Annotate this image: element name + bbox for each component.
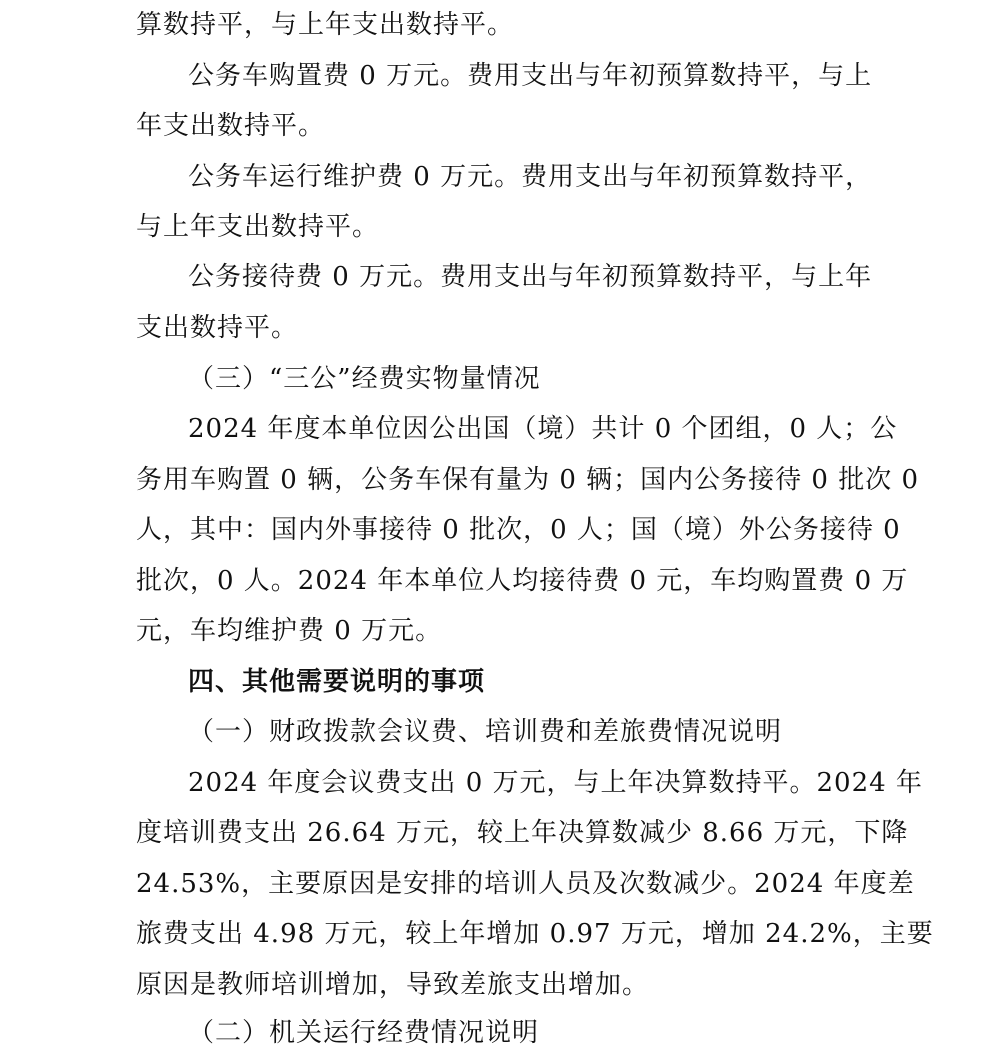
text-line: 算数持平，与上年支出数持平。 [136,10,515,40]
text-line: 2024 年度本单位因公出国（境）共计 0 个团组，0 人；公 [188,414,898,444]
section-heading: （二）机关运行经费情况说明 [188,1018,540,1048]
text-line: 公务车购置费 0 万元。费用支出与年初预算数持平，与上 [188,61,873,91]
text-line: 批次，0 人。2024 年本单位人均接待费 0 元，车均购置费 0 万 [136,566,909,596]
text-line: 年支出数持平。 [136,111,326,141]
text-line: 支出数持平。 [136,313,299,343]
text-line: 原因是教师培训增加，导致差旅支出增加。 [136,970,650,1000]
text-line: 元，车均维护费 0 万元。 [136,616,443,646]
section-heading: （三）“三公”经费实物量情况 [188,364,541,394]
text-line: 公务接待费 0 万元。费用支出与年初预算数持平，与上年 [188,262,873,292]
section-heading: （一）财政拨款会议费、培训费和差旅费情况说明 [188,717,783,747]
text-line: 度培训费支出 26.64 万元，较上年决算数减少 8.66 万元，下降 [136,818,909,848]
chapter-heading: 四、其他需要说明的事项 [188,667,486,697]
text-line: 2024 年度会议费支出 0 万元，与上年决算数持平。2024 年 [188,768,923,798]
text-line: 与上年支出数持平。 [136,212,380,242]
text-line: 旅费支出 4.98 万元，较上年增加 0.97 万元，增加 24.2%，主要 [136,919,934,949]
text-line: 24.53%，主要原因是安排的培训人员及次数减少。2024 年度差 [136,869,915,899]
text-line: 务用车购置 0 辆，公务车保有量为 0 辆；国内公务接待 0 批次 0 [136,465,920,495]
text-line: 人，其中：国内外事接待 0 批次，0 人；国（境）外公务接待 0 [136,515,901,545]
text-line: 公务车运行维护费 0 万元。费用支出与年初预算数持平， [188,162,873,192]
